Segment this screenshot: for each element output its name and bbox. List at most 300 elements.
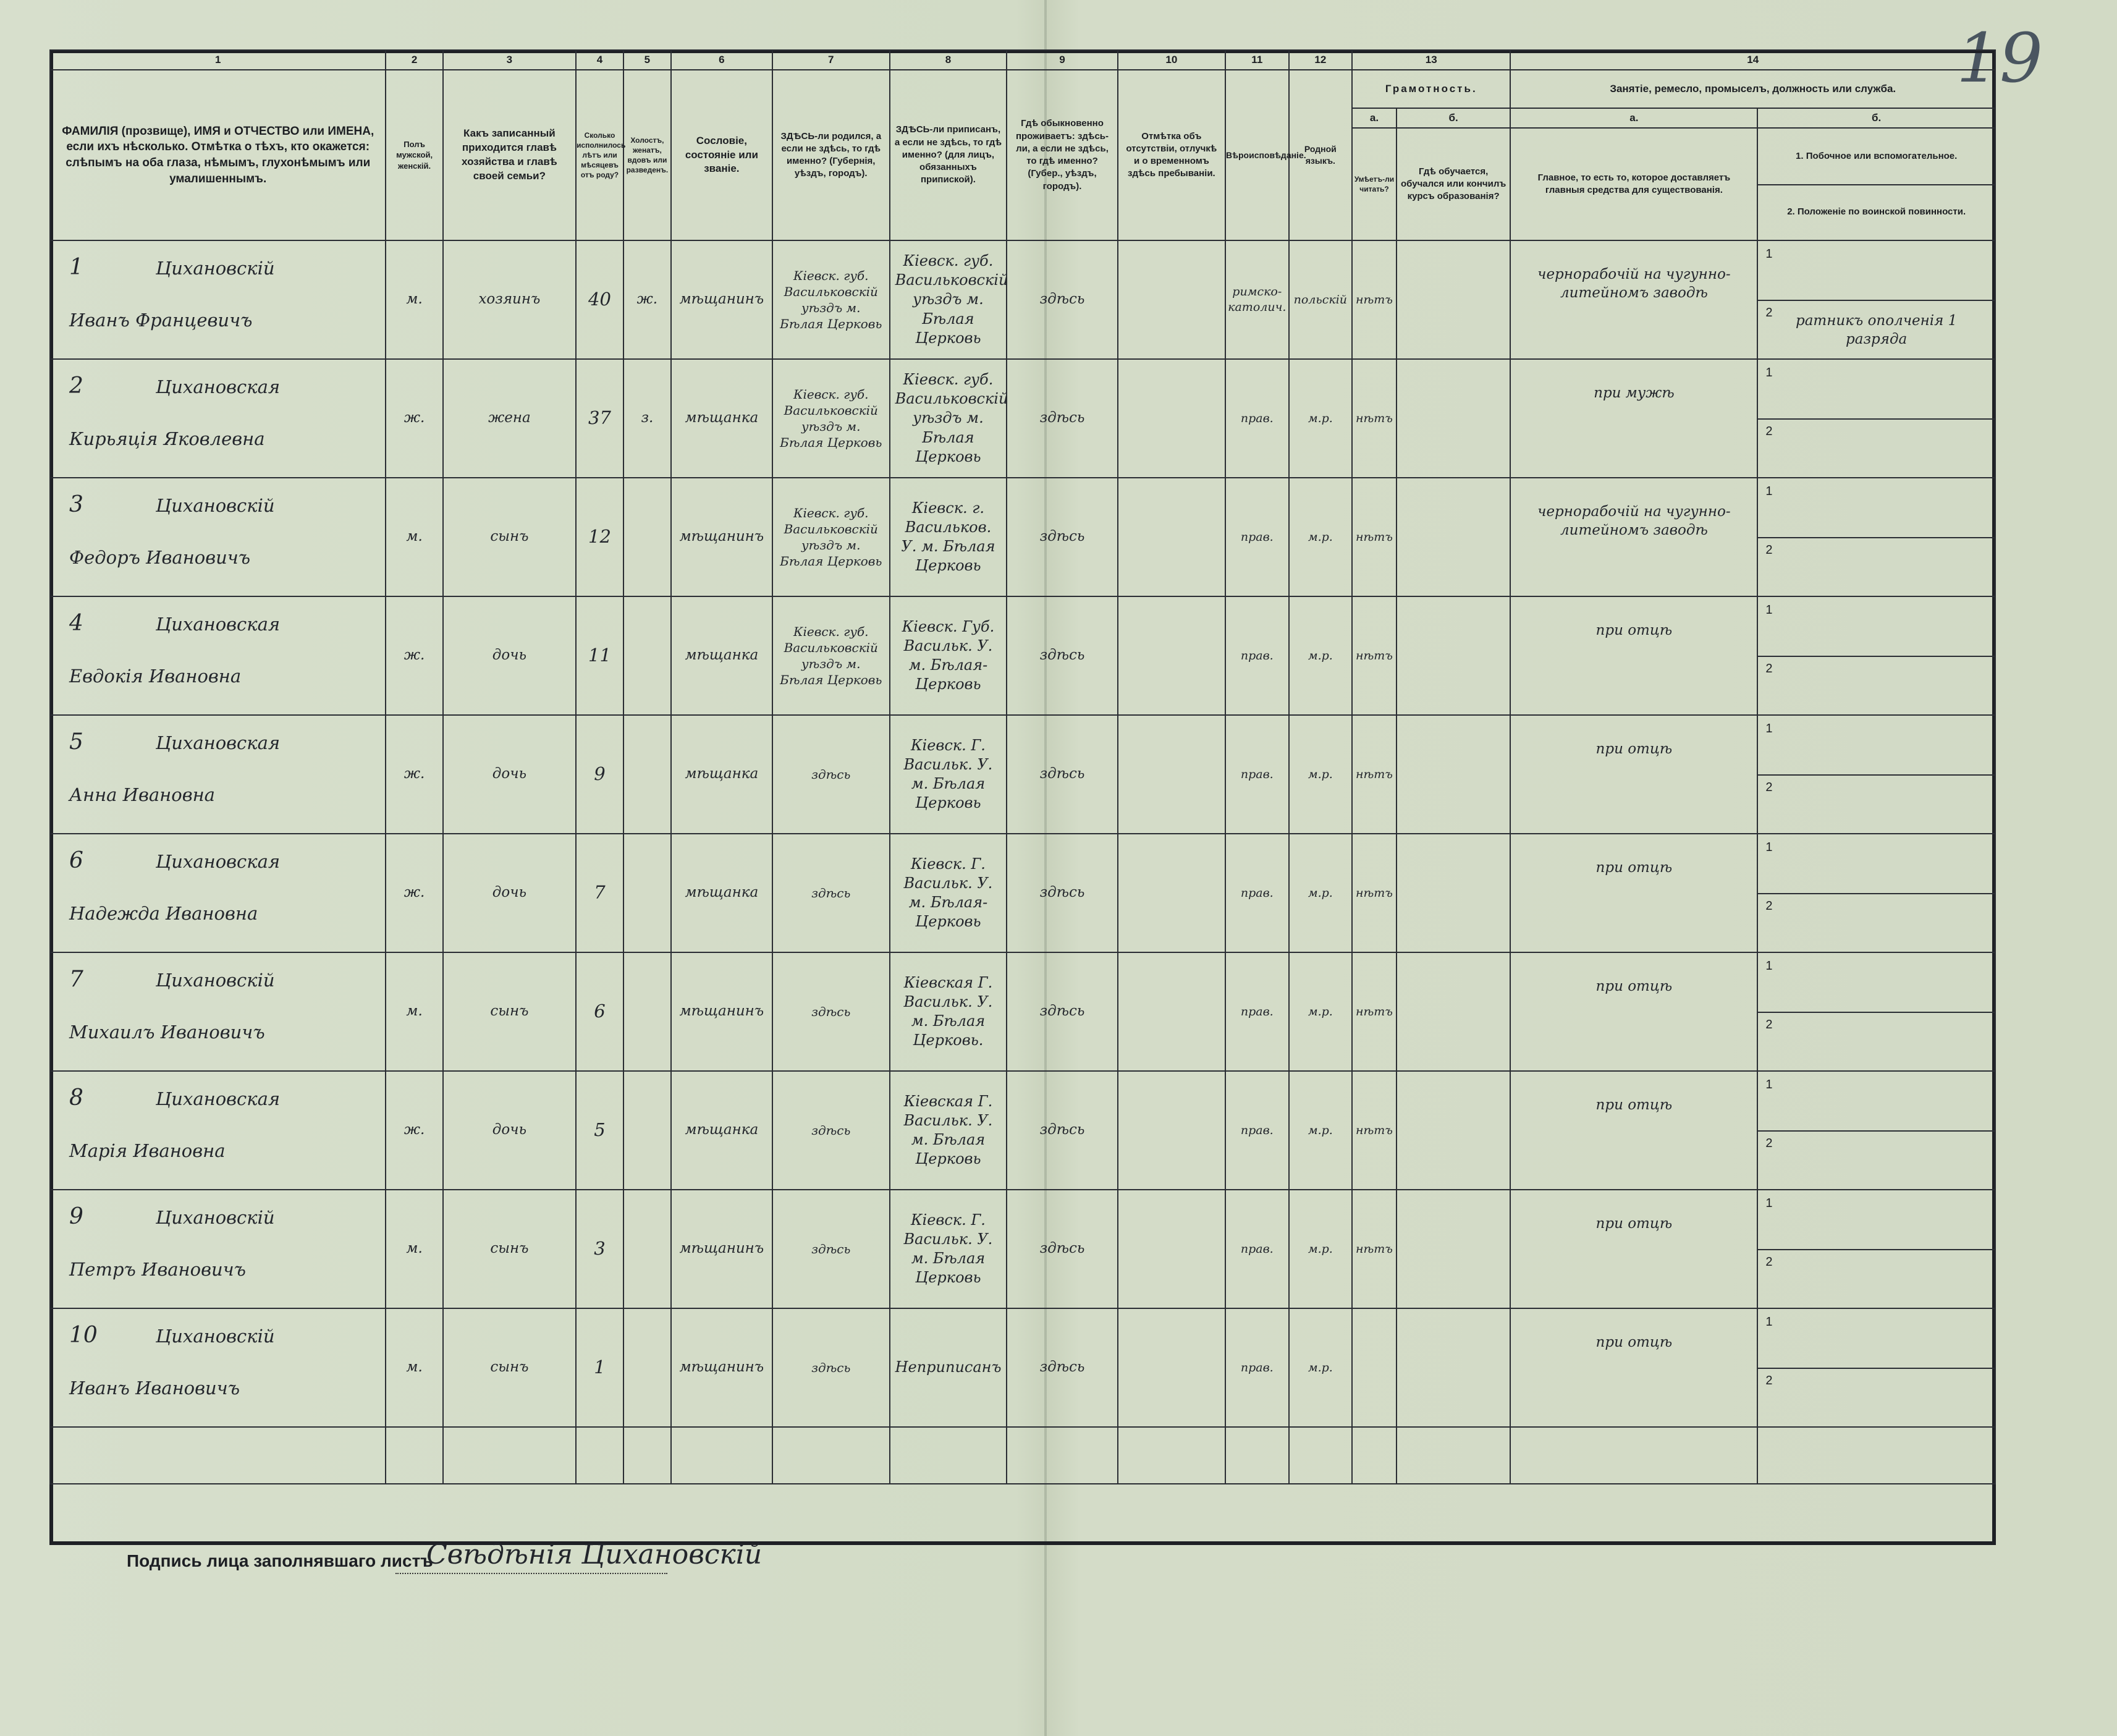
header-literacy-a-label: а. [1352,108,1397,128]
military-status-box [1758,537,1995,596]
birthplace-cell: Кіевск. губ. Васильковскій уѣздъ м. Бѣлая Церковь [772,240,890,359]
age-cell: 3 [576,1190,623,1308]
marital-cell [623,1071,671,1190]
name-cell [50,1071,386,1190]
marker-1: 1 [1765,959,1773,973]
absence-cell [1118,596,1225,715]
secondary-occupation-box [1758,834,1995,894]
military-status: ратникъ ополченія 1 разряда [1795,313,1958,347]
marker-1: 1 [1765,1078,1773,1091]
occupation-cell [1510,240,1757,359]
occupation-cell [1510,952,1757,1071]
marital-cell [623,834,671,952]
sex-cell: м. [386,1308,442,1427]
absence-cell [1118,1308,1225,1427]
surname: Цихановская [156,376,281,397]
literacy-cell: нѣтъ [1352,359,1397,478]
occupation-cell [1510,1308,1757,1427]
education-cell [1397,359,1511,478]
main-occupation: при отцѣ [1595,622,1673,638]
empty-cell [50,1427,386,1484]
sex-cell: м. [386,1190,442,1308]
registration-cell: Кіевск. Г. Васильк. У. м. Бѣлая Церковь [890,1190,1007,1308]
header-registration: ЗДѢСЬ-ли приписанъ, а если не здѣсь, то гдѣ именно? (для лицъ, обязанныхъ припиской). [890,70,1007,240]
secondary-occupation-box [1758,360,1995,420]
header-education: Гдѣ обучается, обучался или кончилъ курсъ образованія? [1397,128,1511,240]
education-cell [1397,1190,1511,1308]
marker-2: 2 [1765,1374,1773,1387]
main-occupation: при отцѣ [1595,741,1673,757]
education-cell [1397,1308,1511,1427]
table-row [50,952,1995,1071]
marker-2: 2 [1765,1255,1773,1269]
col-num-3: 3 [443,50,576,70]
registration-cell: Кіевск. Г. Васильк. У. м. Бѣлая-Церковь [890,834,1007,952]
religion-cell: римско-католич. [1225,240,1289,359]
language-cell: м.р. [1289,834,1353,952]
military-status-box [1758,1130,1995,1189]
sex-cell: ж. [386,596,442,715]
occupation-cell [1510,478,1757,596]
religion-cell: прав. [1225,715,1289,834]
residence-cell: здѣсь [1007,834,1117,952]
language-cell: м.р. [1289,715,1353,834]
surname: Цихановскій [156,495,275,516]
estate-cell: мѣщанка [671,715,772,834]
col-num-12: 12 [1289,50,1353,70]
birthplace-cell: здѣсь [772,1190,890,1308]
census-rows [50,240,1995,1484]
marker-1: 1 [1765,1315,1773,1329]
marital-cell [623,952,671,1071]
military-status-box [1758,1012,1995,1070]
row-number: 1 [69,255,83,280]
header-language: Родной языкъ. [1289,70,1353,240]
header-can-read: Умѣетъ-ли читать? [1352,128,1397,240]
empty-cell [772,1427,890,1484]
registration-cell: Кіевская Г. Васильк. У. м. Бѣлая Церковь [890,1071,1007,1190]
literacy-cell: нѣтъ [1352,834,1397,952]
marital-cell [623,596,671,715]
religion-cell: прав. [1225,1071,1289,1190]
surname: Цихановскій [156,1207,275,1228]
header-religion: Вѣроисповѣданіе. [1225,70,1289,240]
name-cell [50,1308,386,1427]
language-cell: м.р. [1289,478,1353,596]
religion-cell: прав. [1225,1308,1289,1427]
education-cell [1397,1071,1511,1190]
secondary-occupation-box [1758,597,1995,657]
col-num-5: 5 [623,50,671,70]
secondary-cell [1757,834,1995,952]
age-cell: 1 [576,1308,623,1427]
occupation-cell [1510,359,1757,478]
main-occupation: при отцѣ [1595,1334,1673,1350]
empty-cell [576,1427,623,1484]
secondary-occupation-box [1758,1190,1995,1250]
name-cell [50,834,386,952]
estate-cell: мѣщанинъ [671,952,772,1071]
language-cell: м.р. [1289,1308,1353,1427]
header-literacy: Грамотность. [1352,70,1510,108]
table-row [50,715,1995,834]
registration-cell: Неприписанъ [890,1308,1007,1427]
header-occupation-a-label: а. [1510,108,1757,128]
col-num-9: 9 [1007,50,1117,70]
sex-cell: м. [386,478,442,596]
birthplace-cell: здѣсь [772,834,890,952]
secondary-occupation-box [1758,241,1995,301]
birthplace-cell: здѣсь [772,952,890,1071]
empty-cell [443,1427,576,1484]
name-cell [50,240,386,359]
marker-2: 2 [1765,1018,1773,1031]
religion-cell: прав. [1225,834,1289,952]
marker-1: 1 [1765,1196,1773,1210]
surname: Цихановскій [156,970,275,991]
empty-cell [1289,1427,1353,1484]
sex-cell: ж. [386,359,442,478]
empty-cell [671,1427,772,1484]
col-num-2: 2 [386,50,442,70]
religion-cell: прав. [1225,952,1289,1071]
education-cell [1397,715,1511,834]
surname: Цихановская [156,1088,281,1109]
military-status-box [1758,656,1995,714]
header-marital: Холостъ, женатъ, вдовъ или разведенъ. [623,70,671,240]
marker-1: 1 [1765,366,1773,379]
surname: Цихановская [156,732,281,753]
marital-cell [623,478,671,596]
header-secondary [1757,128,1995,240]
secondary-occupation-box [1758,716,1995,776]
col-num-11: 11 [1225,50,1289,70]
empty-cell [1007,1427,1117,1484]
estate-cell: мѣщанинъ [671,1308,772,1427]
religion-cell: прав. [1225,596,1289,715]
relation-cell: сынъ [443,952,576,1071]
religion-cell: прав. [1225,478,1289,596]
marker-2: 2 [1765,899,1773,913]
language-cell: м.р. [1289,952,1353,1071]
military-status-box [1758,893,1995,952]
relation-cell: сынъ [443,478,576,596]
marital-cell [623,1308,671,1427]
age-cell: 6 [576,952,623,1071]
registration-cell: Кіевская Г. Васильк. У. м. Бѣлая Церковь. [890,952,1007,1071]
secondary-cell [1757,715,1995,834]
row-number: 7 [69,967,83,992]
row-number: 5 [69,729,83,755]
secondary-cell [1757,952,1995,1071]
header-occupation-b-label: б. [1757,108,1995,128]
marker-1: 1 [1765,247,1773,261]
row-number: 9 [69,1204,83,1229]
absence-cell [1118,478,1225,596]
occupation-cell [1510,596,1757,715]
marital-cell: ж. [623,240,671,359]
name-cell [50,952,386,1071]
absence-cell [1118,359,1225,478]
marital-cell [623,1190,671,1308]
military-status-box [1758,1368,1995,1426]
col-num-1: 1 [50,50,386,70]
literacy-cell: нѣтъ [1352,478,1397,596]
language-cell: м.р. [1289,1190,1353,1308]
religion-cell: прав. [1225,359,1289,478]
age-cell: 11 [576,596,623,715]
table-row [50,834,1995,952]
signature: Свѣдѣнія Цихановскій [426,1539,763,1570]
name-cell [50,596,386,715]
row-number: 4 [69,611,83,636]
marital-cell [623,715,671,834]
residence-cell: здѣсь [1007,715,1117,834]
military-status-box [1758,774,1995,833]
estate-cell: мѣщанинъ [671,240,772,359]
row-number: 8 [69,1085,83,1111]
given-name: Анна Ивановна [69,784,215,805]
main-occupation: при отцѣ [1595,860,1673,876]
header-estate: Сословіе, состояніе или званіе. [671,70,772,240]
estate-cell: мѣщанка [671,834,772,952]
absence-cell [1118,834,1225,952]
education-cell [1397,596,1511,715]
literacy-cell: нѣтъ [1352,1190,1397,1308]
residence-cell: здѣсь [1007,1190,1117,1308]
language-cell: м.р. [1289,596,1353,715]
residence-cell: здѣсь [1007,478,1117,596]
birthplace-cell: Кіевск. губ. Васильковскій уѣздъ м. Бѣлая Церковь [772,596,890,715]
marker-1: 1 [1765,722,1773,735]
relation-cell: сынъ [443,1308,576,1427]
literacy-cell [1352,1308,1397,1427]
secondary-cell [1757,240,1995,359]
religion-cell: прав. [1225,1190,1289,1308]
birthplace-cell: Кіевск. губ. Васильковскій уѣздъ м. Бѣлая Церковь [772,359,890,478]
table-row [50,240,1995,359]
secondary-occupation-box [1758,478,1995,538]
age-cell: 5 [576,1071,623,1190]
main-occupation: чернорабочій на чугунно-литейномъ заводѣ [1537,266,1731,301]
signature-label: Подпись лица заполнявшаго листъ [127,1551,433,1570]
header-age: Сколько исполнилось лѣтъ или мѣсяцевъ отъ роду? [576,70,623,240]
absence-cell [1118,715,1225,834]
estate-cell: мѣщанинъ [671,1190,772,1308]
header-literacy-b-label: б. [1397,108,1511,128]
surname: Цихановская [156,614,281,635]
col-num-4: 4 [576,50,623,70]
secondary-cell [1757,596,1995,715]
empty-cell [1225,1427,1289,1484]
given-name: Федоръ Ивановичъ [69,547,251,568]
given-name: Иванъ Ивановичъ [69,1378,240,1399]
language-cell: м.р. [1289,1071,1353,1190]
residence-cell: здѣсь [1007,1308,1117,1427]
empty-cell [1757,1427,1995,1484]
absence-cell [1118,1071,1225,1190]
header-sex: Полъ мужской, женскій. [386,70,442,240]
main-occupation: при отцѣ [1595,978,1673,994]
surname: Цихановская [156,851,281,872]
sex-cell: ж. [386,715,442,834]
relation-cell: дочь [443,1071,576,1190]
header-row [50,70,1995,108]
estate-cell: мѣщанка [671,1071,772,1190]
absence-cell [1118,1190,1225,1308]
registration-cell: Кіевск. Г. Васильк. У. м. Бѣлая Церковь [890,715,1007,834]
sex-cell: ж. [386,1071,442,1190]
registration-cell: Кіевск. губ. Васильковскій уѣздъ м. Бѣлая Церковь [890,240,1007,359]
age-cell: 9 [576,715,623,834]
marker-2: 2 [1765,425,1773,438]
empty-row [50,1427,1995,1484]
empty-cell [623,1427,671,1484]
surname: Цихановскій [156,1326,275,1347]
age-cell: 37 [576,359,623,478]
relation-cell: жена [443,359,576,478]
row-number: 3 [69,492,83,517]
secondary-occupation-box [1758,1309,1995,1369]
empty-cell [1510,1427,1757,1484]
header-residence: Гдѣ обыкновенно проживаетъ: здѣсь-ли, а если не здѣсь, то гдѣ именно? (Губер., уѣздъ, городъ). [1007,70,1117,240]
column-number-row [50,50,1995,70]
residence-cell: здѣсь [1007,1071,1117,1190]
secondary-cell [1757,359,1995,478]
literacy-cell: нѣтъ [1352,1071,1397,1190]
name-cell [50,478,386,596]
registration-cell: Кіевск. г. Васильков. У. м. Бѣлая Церковь [890,478,1007,596]
row-number: 6 [69,848,83,873]
secondary-cell [1757,478,1995,596]
sex-cell: м. [386,240,442,359]
header-relation: Какъ записанный приходится главѣ хозяйства и главѣ своей семьи? [443,70,576,240]
military-status-box [1758,418,1995,477]
given-name: Евдокія Ивановна [69,666,242,687]
absence-cell [1118,240,1225,359]
literacy-cell: нѣтъ [1352,596,1397,715]
table-row [50,1308,1995,1427]
marker-2: 2 [1765,781,1773,794]
estate-cell: мѣщанка [671,359,772,478]
col-num-7: 7 [772,50,890,70]
empty-cell [1352,1427,1397,1484]
marker-1: 1 [1765,603,1773,617]
literacy-cell: нѣтъ [1352,715,1397,834]
education-cell [1397,478,1511,596]
estate-cell: мѣщанка [671,596,772,715]
marker-2: 2 [1765,662,1773,675]
age-cell: 7 [576,834,623,952]
row-number: 2 [69,373,83,399]
col-num-10: 10 [1118,50,1225,70]
registration-cell: Кіевск. губ. Васильковскій уѣздъ м. Бѣлая Церковь [890,359,1007,478]
row-number: 10 [69,1323,98,1348]
given-name: Иванъ Францевичъ [69,310,253,331]
occupation-cell [1510,1071,1757,1190]
given-name: Петръ Ивановичъ [69,1259,247,1280]
language-cell: м.р. [1289,359,1353,478]
header-main-occupation: Главное, то есть то, которое доставляетъ главныя средства для существованія. [1510,128,1757,240]
header-military-status: 2. Положеніе по воинской повинности. [1787,206,1966,217]
education-cell [1397,834,1511,952]
relation-cell: хозяинъ [443,240,576,359]
residence-cell: здѣсь [1007,359,1117,478]
header-absence: Отмѣтка объ отсутствіи, отлучкѣ и о временномъ здѣсь пребываніи. [1118,70,1225,240]
birthplace-cell: Кіевск. губ. Васильковскій уѣздъ м. Бѣлая Церковь [772,478,890,596]
sex-cell: ж. [386,834,442,952]
marker-2: 2 [1765,1137,1773,1150]
col-num-13: 13 [1352,50,1510,70]
marker-1: 1 [1765,485,1773,498]
name-cell [50,359,386,478]
literacy-cell: нѣтъ [1352,240,1397,359]
empty-cell [1118,1427,1225,1484]
table-row [50,1071,1995,1190]
sex-cell: м. [386,952,442,1071]
signature-line [395,1573,667,1574]
marker-1: 1 [1765,840,1773,854]
military-status-box [1758,1249,1995,1308]
residence-cell: здѣсь [1007,952,1117,1071]
given-name: Надежда Ивановна [69,903,258,924]
table-row [50,359,1995,478]
relation-cell: дочь [443,834,576,952]
marker-2: 2 [1765,306,1773,320]
page-number: 19 [1956,19,2043,98]
occupation-cell [1510,1190,1757,1308]
secondary-occupation-box [1758,953,1995,1013]
literacy-cell: нѣтъ [1352,952,1397,1071]
relation-cell: дочь [443,596,576,715]
surname: Цихановскій [156,258,275,279]
residence-cell: здѣсь [1007,596,1117,715]
age-cell: 12 [576,478,623,596]
birthplace-cell: здѣсь [772,715,890,834]
col-num-6: 6 [671,50,772,70]
given-name: Михаилъ Ивановичъ [69,1022,265,1043]
given-name: Кирьяція Яковлевна [69,428,265,449]
age-cell: 40 [576,240,623,359]
main-occupation: чернорабочій на чугунно-литейномъ заводѣ [1537,504,1731,538]
header-secondary-occupation: 1. Побочное или вспомогательное. [1758,129,1995,185]
relation-cell: сынъ [443,1190,576,1308]
absence-cell [1118,952,1225,1071]
col-num-8: 8 [890,50,1007,70]
estate-cell: мѣщанинъ [671,478,772,596]
header-occupation: Занятіе, ремесло, промыселъ, должность или служба. [1510,70,1995,108]
main-occupation: при мужѣ [1594,385,1675,401]
language-cell: польскій [1289,240,1353,359]
empty-cell [386,1427,442,1484]
given-name: Марія Ивановна [69,1140,226,1161]
secondary-occupation-box [1758,1072,1995,1132]
relation-cell: дочь [443,715,576,834]
table-row [50,478,1995,596]
marital-cell: з. [623,359,671,478]
name-cell [50,715,386,834]
secondary-cell [1757,1308,1995,1427]
occupation-cell [1510,834,1757,952]
name-cell [50,1190,386,1308]
col-num-14: 14 [1510,50,1995,70]
occupation-cell [1510,715,1757,834]
header-name: ФАМИЛІЯ (прозвище), ИМЯ и ОТЧЕСТВО или ИМЕНА, если ихъ нѣсколько. Отмѣтка о тѣхъ, кто окажется: слѣпымъ на оба глаза, нѣмымъ, глухонѣмымъ или умалишеннымъ. [50,70,386,240]
marker-2: 2 [1765,543,1773,557]
birthplace-cell: здѣсь [772,1071,890,1190]
table-row [50,596,1995,715]
empty-cell [1397,1427,1511,1484]
